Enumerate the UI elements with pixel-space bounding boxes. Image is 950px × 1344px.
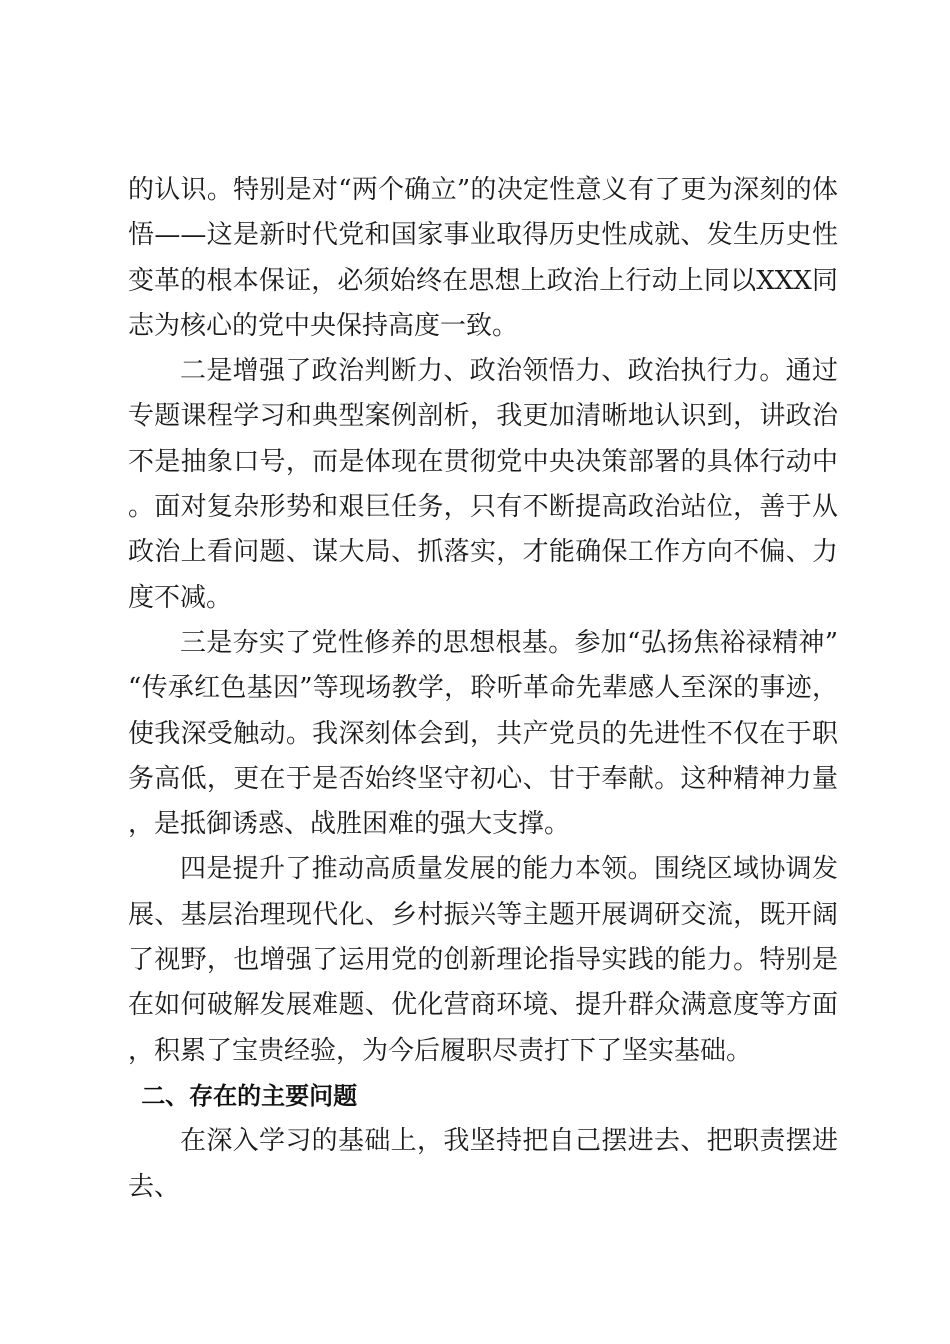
- paragraph-problems-intro: 在深入学习的基础上，我坚持把自己摆进去、把职责摆进去、: [128, 1126, 838, 1202]
- paragraph-continuation: 的认识。特别是对“两个确立”的决定性意义有了更为深刻的体悟——这是新时代党和国家事业取得历史性成就、发生历史性变革的根本保证，必须始终在思想上政治上行动上同以XXX同志为核心的党中央保持高度一致。: [128, 175, 838, 341]
- section-heading: 二、存在的主要问题: [141, 1081, 358, 1110]
- paragraph-development-ability: 四是提升了推动高质量发展的能力本领。围绕区域协调发展、基层治理现代化、乡村振兴等主题开展调研交流，既开阔了视野，也增强了运用党的创新理论指导实践的能力。特别是在如何破解发展难题、优化营商环境、提升群众满意度等方面，积累了宝贵经验，为今后履职尽责打下了坚实基础。: [128, 854, 838, 1066]
- paragraph-political-ability: 二是增强了政治判断力、政治领悟力、政治执行力。通过专题课程学习和典型案例剖析，我更加清晰地认识到，讲政治不是抽象口号，而是体现在贯彻党中央决策部署的具体行动中。面对复杂形势和艰巨任务，只有不断提高政治站位，善于从政治上看问题、谋大局、抓落实，才能确保工作方向不偏、力度不减。: [128, 356, 838, 613]
- document-body: [128, 168, 838, 1210]
- paragraph-party-spirit: 三是夯实了党性修养的思想根基。参加“弘扬焦裕禄精神”“传承红色基因”等现场教学，聆听革命先辈感人至深的事迹，使我深受触动。我深刻体会到，共产党员的先进性不仅在于职务高低，更在于是否始终坚守初心、甘于奉献。这种精神力量，是抵御诱惑、战胜困难的强大支撑。: [128, 627, 838, 840]
